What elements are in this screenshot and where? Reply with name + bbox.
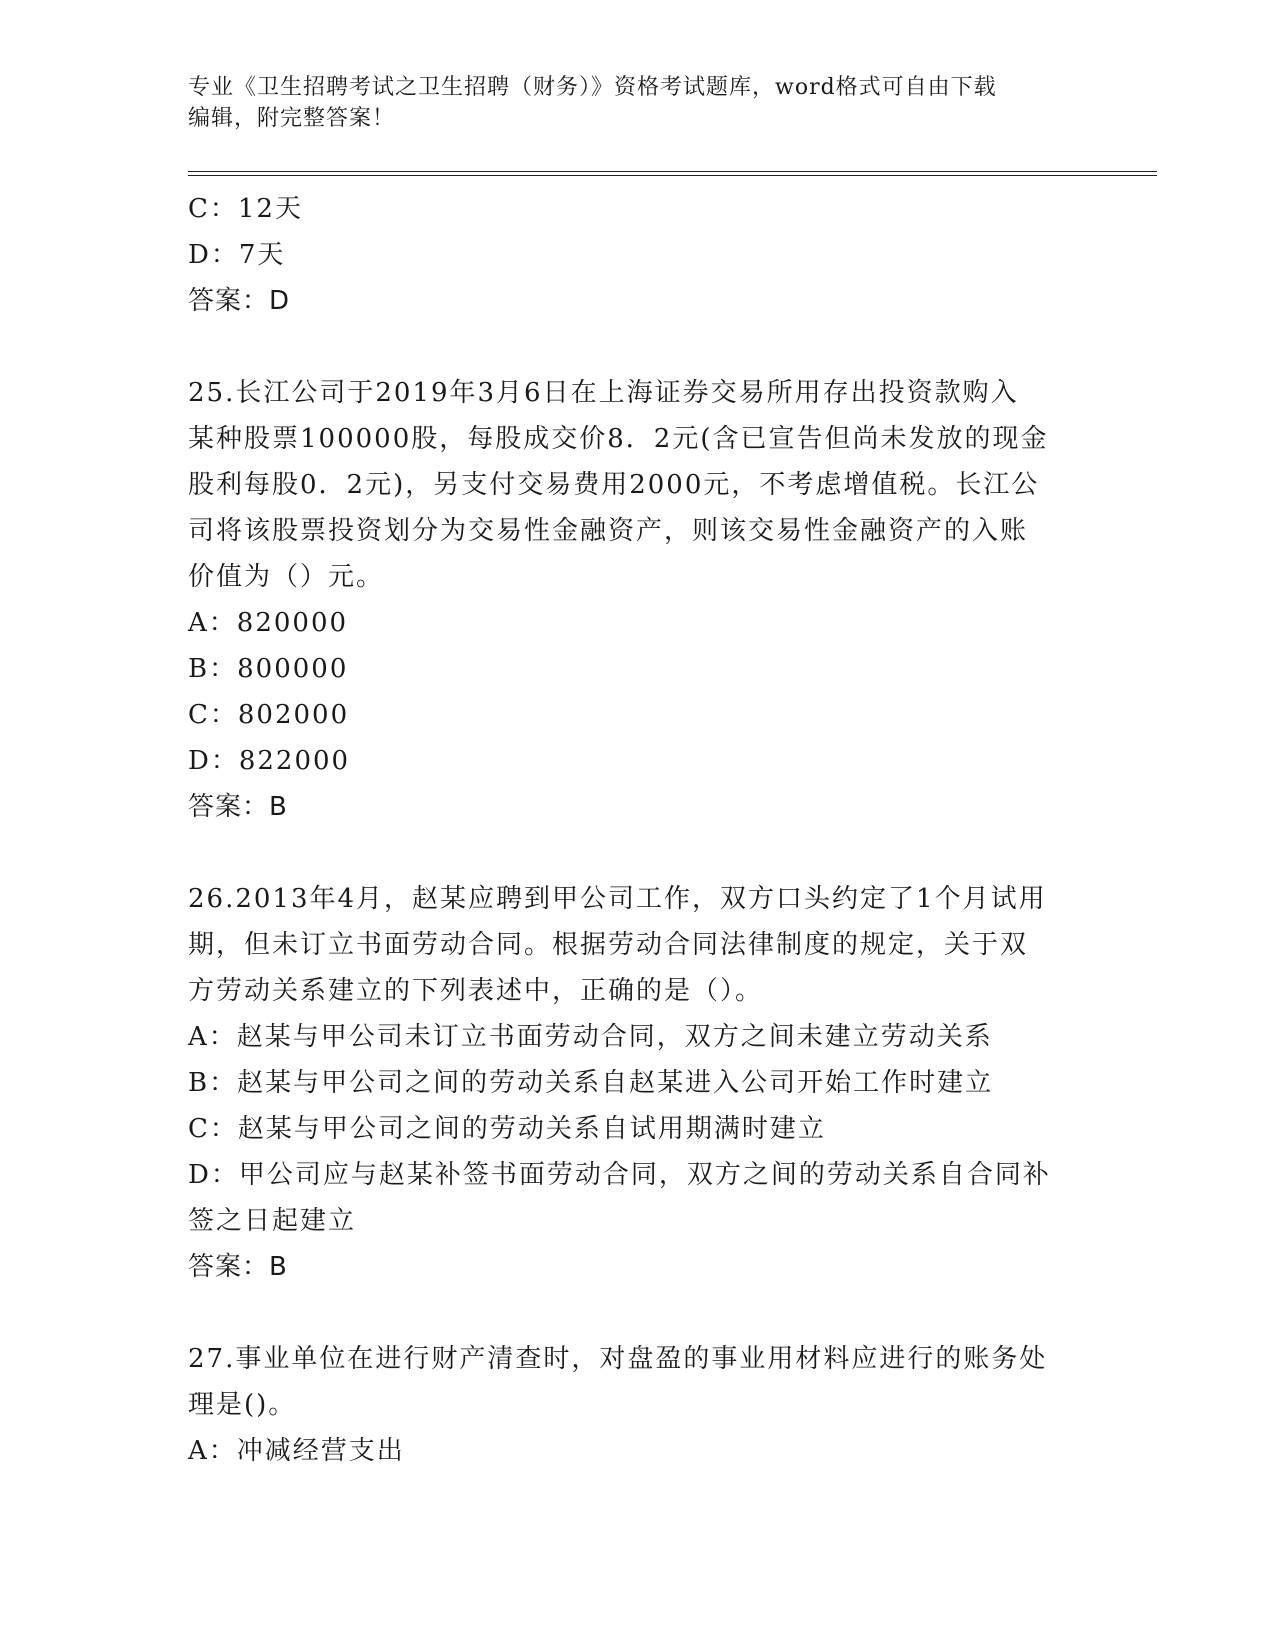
option-d: D：甲公司应与赵某补签书面劳动合同，双方之间的劳动关系自合同补 [188,1160,1051,1190]
option-b: B：800000 [188,654,349,684]
question-27 [188,1336,1088,1474]
question-text-line: 股利每股0．2元)，另支付交易费用2000元，不考虑增值税。长江公 [188,470,1040,500]
question-25 [188,370,1088,830]
answer: 答案：B [188,792,288,822]
question-text-line: 某种股票100000股，每股成交价8．2元(含已宣告但尚未发放的现金 [188,424,1049,454]
document-header [188,72,1088,134]
header-line-2: 编辑，附完整答案！ [188,106,396,131]
question-26 [188,876,1088,1290]
question-text-line: 司将该股票投资划分为交易性金融资产，则该交易性金融资产的入账 [188,516,1029,546]
question-24-tail [188,186,1088,324]
question-text-line: 理是()。 [188,1390,297,1420]
header-line-1: 专业《卫生招聘考试之卫生招聘（财务）》资格考试题库，word格式可自由下载 [188,75,997,100]
question-text-line: 期，但未订立书面劳动合同。根据劳动合同法律制度的规定，关于双 [188,930,1029,960]
option-d: D：822000 [188,746,351,776]
header-divider-top [188,171,1157,172]
answer: 答案：B [188,1252,288,1282]
question-text-line: 27.事业单位在进行财产清查时，对盘盈的事业用材料应进行的账务处 [188,1344,1048,1374]
option-a: A：赵某与甲公司未订立书面劳动合同，双方之间未建立劳动关系 [188,1022,993,1052]
question-text-line: 26.2013年4月，赵某应聘到甲公司工作，双方口头约定了1个月试用 [188,884,1047,914]
option-d: D：7天 [188,240,286,270]
option-c: C：12天 [188,194,303,224]
option-b: B：赵某与甲公司之间的劳动关系自赵某进入公司开始工作时建立 [188,1068,994,1098]
question-text-line: 25.长江公司于2019年3月6日在上海证券交易所用存出投资款购入 [188,378,1019,408]
answer: 答案：D [188,286,291,316]
option-a: A：冲减经营支出 [188,1436,405,1466]
option-a: A：820000 [188,608,349,638]
question-text-line: 价值为（）元。 [188,562,385,592]
option-c: C：赵某与甲公司之间的劳动关系自试用期满时建立 [188,1114,826,1144]
header-divider-bottom [188,175,1157,176]
question-list [188,186,1088,1474]
option-c: C：802000 [188,700,350,730]
question-text-line: 方劳动关系建立的下列表述中，正确的是（）。 [188,976,764,1006]
option-d-continuation: 签之日起建立 [188,1206,357,1236]
